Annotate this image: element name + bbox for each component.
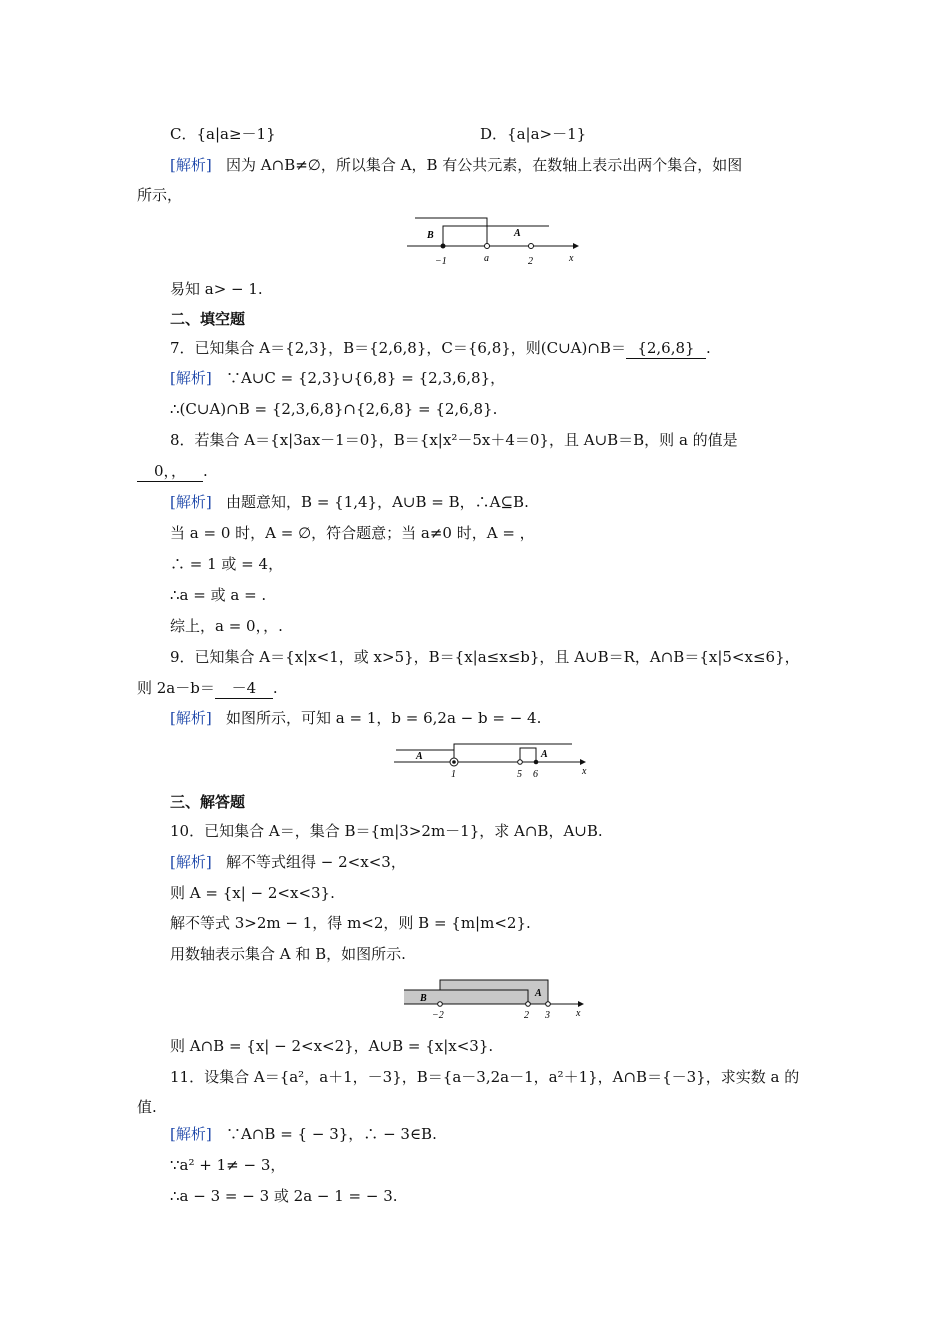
- fig3-tick-3: 3: [545, 1010, 550, 1021]
- q10-step-1: 解不等式组得 − 2<x<3，: [226, 853, 406, 871]
- fig1-tick-neg1: −1: [435, 256, 447, 267]
- q10-step-3: 解不等式 3>2m − 1，得 m<2，则 B = {m|m<2}.: [170, 914, 531, 932]
- q8-step-3: ∴ = 1 或 = 4，: [170, 555, 284, 573]
- number-line-figure-1: [403, 212, 583, 270]
- number-line-figure-3: [402, 976, 588, 1022]
- q11-step-1: ∵A∩B = { − 3}，∴ − 3∈B.: [226, 1125, 437, 1143]
- analysis-tag: [解析]: [170, 1125, 212, 1143]
- q8-answer: 0，，: [137, 461, 203, 482]
- q6-analysis: [170, 155, 742, 175]
- q8-question: 8．若集合 A＝{x|3ax－1＝0}，B＝{x|x²－5x＋4＝0}，且 A∪B＝B，则 a 的值是: [170, 431, 738, 449]
- q11-analysis: [170, 1124, 437, 1144]
- fig3-tick-2: 2: [524, 1010, 529, 1021]
- option-d: D．{a|a>－1}: [480, 125, 587, 143]
- q7-question: [170, 338, 711, 359]
- analysis-tag: [解析]: [170, 156, 212, 174]
- analysis-tag: [解析]: [170, 853, 212, 871]
- q9-analysis: [170, 708, 541, 728]
- fig2-label-a-right: A: [541, 749, 548, 760]
- q6-conclusion: 易知 a> − 1.: [170, 280, 263, 298]
- q7-step-1: ∵A∪C = {2,3}∪{6,8} = {2,3,6,8}，: [226, 369, 506, 387]
- q8-answer-line: [137, 461, 208, 482]
- q9-answer-line: [137, 678, 278, 699]
- fig3-label-a: A: [535, 988, 542, 999]
- q8-analysis: [170, 492, 529, 512]
- number-line-figure-2: [390, 740, 590, 782]
- fig1-label-a: A: [514, 228, 521, 239]
- fig2-tick-5: 5: [517, 769, 522, 780]
- q6-analysis-cont: 所示，: [137, 186, 183, 204]
- fig3-label-b: B: [420, 993, 427, 1004]
- q9-answer: －4: [215, 678, 273, 699]
- q11-question-cont: 值.: [137, 1098, 157, 1116]
- fig3-axis-x: x: [576, 1008, 581, 1019]
- q8-step-2: 当 a = 0 时，A = ∅，符合题意；当 a≠0 时，A = ，: [170, 524, 535, 542]
- q9-end: .: [272, 679, 278, 697]
- fig2-tick-1: 1: [451, 769, 456, 780]
- section-fill-blank: 二、填空题: [170, 310, 246, 328]
- q7-step-2: ∴(C∪A)∩B = {2,3,6,8}∩{2,6,8} = {2,6,8}.: [170, 400, 498, 418]
- section-answers: 三、解答题: [170, 793, 246, 811]
- analysis-tag: [解析]: [170, 493, 212, 511]
- q8-step-4: ∴a = 或 a = .: [170, 586, 267, 604]
- analysis-tag: [解析]: [170, 369, 212, 387]
- fig1-tick-2: 2: [528, 256, 533, 267]
- q8-end: .: [203, 462, 208, 480]
- analysis-tag: [解析]: [170, 709, 212, 727]
- fig2-label-a-left: A: [416, 751, 423, 762]
- option-c: C．{a|a≥－1}: [170, 125, 276, 143]
- q11-step-3: ∴a − 3 = − 3 或 2a − 1 = − 3.: [170, 1187, 398, 1205]
- q10-question: 10．已知集合 A＝，集合 B＝{m|3>2m－1}，求 A∩B，A∪B.: [170, 822, 603, 840]
- q7-end: .: [705, 339, 711, 357]
- fig3-tick-neg2: −2: [432, 1010, 444, 1021]
- fig2-tick-6: 6: [533, 769, 538, 780]
- q8-step-1: 由题意知，B = {1,4}，A∪B = B，∴A⊆B.: [226, 493, 529, 511]
- q6-text: 因为 A∩B≠∅，所以集合 A，B 有公共元素，在数轴上表示出两个集合，如图: [226, 156, 743, 174]
- q11-question: 11．设集合 A＝{a²，a＋1，－3}，B＝{a－3,2a－1，a²＋1}，A∩B＝{－3}，求实数 a 的: [170, 1068, 800, 1086]
- q10-step-4: 用数轴表示集合 A 和 B，如图所示.: [170, 945, 406, 963]
- q10-step-5: 则 A∩B = {x| − 2<x<2}，A∪B = {x|x<3}.: [170, 1037, 494, 1055]
- q10-analysis: [170, 852, 406, 872]
- q10-step-2: 则 A = {x| − 2<x<3}.: [170, 884, 335, 902]
- q8-step-5: 综上，a = 0，，.: [170, 617, 283, 635]
- fig1-tick-a: a: [484, 253, 489, 264]
- q9-question: 9．已知集合 A＝{x|x<1，或 x>5}，B＝{x|a≤x≤b}，且 A∪B＝R，A∩B＝{x|5<x≤6}，: [170, 648, 800, 666]
- fig1-axis-x: x: [569, 253, 574, 264]
- q9-text: 则 2a－b＝: [137, 679, 215, 697]
- q11-step-2: ∵a² + 1≠ − 3，: [170, 1156, 286, 1174]
- q7-answer: {2,6,8}: [626, 338, 706, 359]
- q9-step-1: 如图所示，可知 a = 1，b = 6,2a − b = − 4.: [226, 709, 542, 727]
- fig1-label-b: B: [427, 230, 434, 241]
- q7-analysis: [170, 368, 505, 388]
- fig2-axis-x: x: [582, 766, 587, 777]
- q7-text: 7．已知集合 A＝{2,3}，B＝{2,6,8}，C＝{6,8}，则(C∪A)∩B＝: [170, 339, 626, 357]
